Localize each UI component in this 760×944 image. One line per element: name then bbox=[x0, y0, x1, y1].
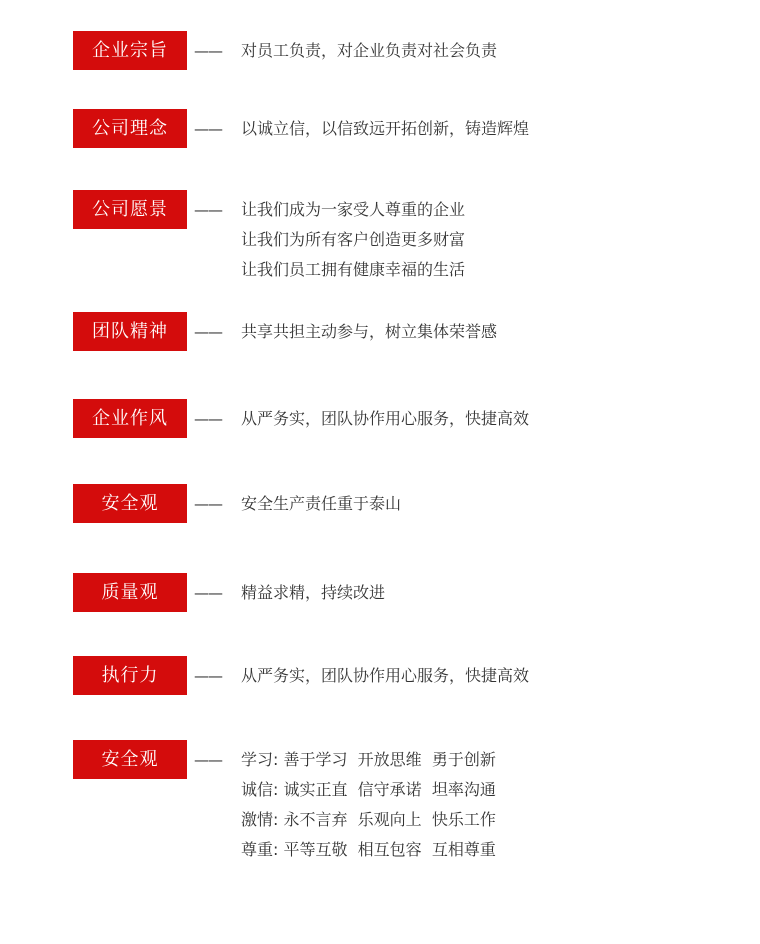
section-tag: 执行力 bbox=[73, 656, 187, 695]
section-lines bbox=[241, 195, 465, 285]
section-line: 学习: 善于学习 开放思维 勇于创新 bbox=[241, 750, 496, 769]
dash-separator: —— bbox=[194, 667, 222, 685]
section-line: 以诚立信，以信致远开拓创新，铸造辉煌 bbox=[241, 119, 530, 138]
section-line: 对员工负责，对企业负责对社会负责 bbox=[241, 41, 498, 60]
section-line: 共享共担主动参与，树立集体荣誉感 bbox=[241, 322, 498, 341]
dash-separator: —— bbox=[194, 584, 222, 602]
dash-separator: —— bbox=[194, 120, 222, 138]
section-lines bbox=[241, 114, 529, 144]
section-line: 尊重: 平等互敬 相互包容 互相尊重 bbox=[241, 840, 496, 859]
section-tag: 安全观 bbox=[73, 740, 187, 779]
section-lines bbox=[241, 578, 385, 608]
dash-separator: —— bbox=[194, 495, 222, 513]
section-tag: 团队精神 bbox=[73, 312, 187, 351]
section-tag: 公司愿景 bbox=[73, 190, 187, 229]
section-line: 让我们为所有客户创造更多财富 bbox=[241, 230, 466, 249]
section-line: 安全生产责任重于泰山 bbox=[241, 494, 402, 513]
section-lines bbox=[241, 36, 497, 66]
section-tag: 公司理念 bbox=[73, 109, 187, 148]
section-line: 精益求精，持续改进 bbox=[241, 583, 386, 602]
section-tag: 企业作风 bbox=[73, 399, 187, 438]
section-line: 激情: 永不言弃 乐观向上 快乐工作 bbox=[241, 810, 496, 829]
section-line: 从严务实，团队协作用心服务，快捷高效 bbox=[241, 409, 530, 428]
section-lines bbox=[241, 404, 529, 434]
section-tag: 企业宗旨 bbox=[73, 31, 187, 70]
section-line: 诚信: 诚实正直 信守承诺 坦率沟通 bbox=[241, 780, 496, 799]
dash-separator: —— bbox=[194, 201, 222, 219]
section-lines bbox=[241, 317, 497, 347]
section-line: 让我们员工拥有健康幸福的生活 bbox=[241, 260, 466, 279]
dash-separator: —— bbox=[194, 42, 222, 60]
dash-separator: —— bbox=[194, 410, 222, 428]
dash-separator: —— bbox=[194, 751, 222, 769]
section-lines bbox=[241, 661, 529, 691]
section-line: 让我们成为一家受人尊重的企业 bbox=[241, 200, 466, 219]
section-line: 从严务实，团队协作用心服务，快捷高效 bbox=[241, 666, 530, 685]
section-lines bbox=[241, 745, 496, 865]
section-lines bbox=[241, 489, 401, 519]
section-tag: 安全观 bbox=[73, 484, 187, 523]
dash-separator: —— bbox=[194, 323, 222, 341]
section-tag: 质量观 bbox=[73, 573, 187, 612]
